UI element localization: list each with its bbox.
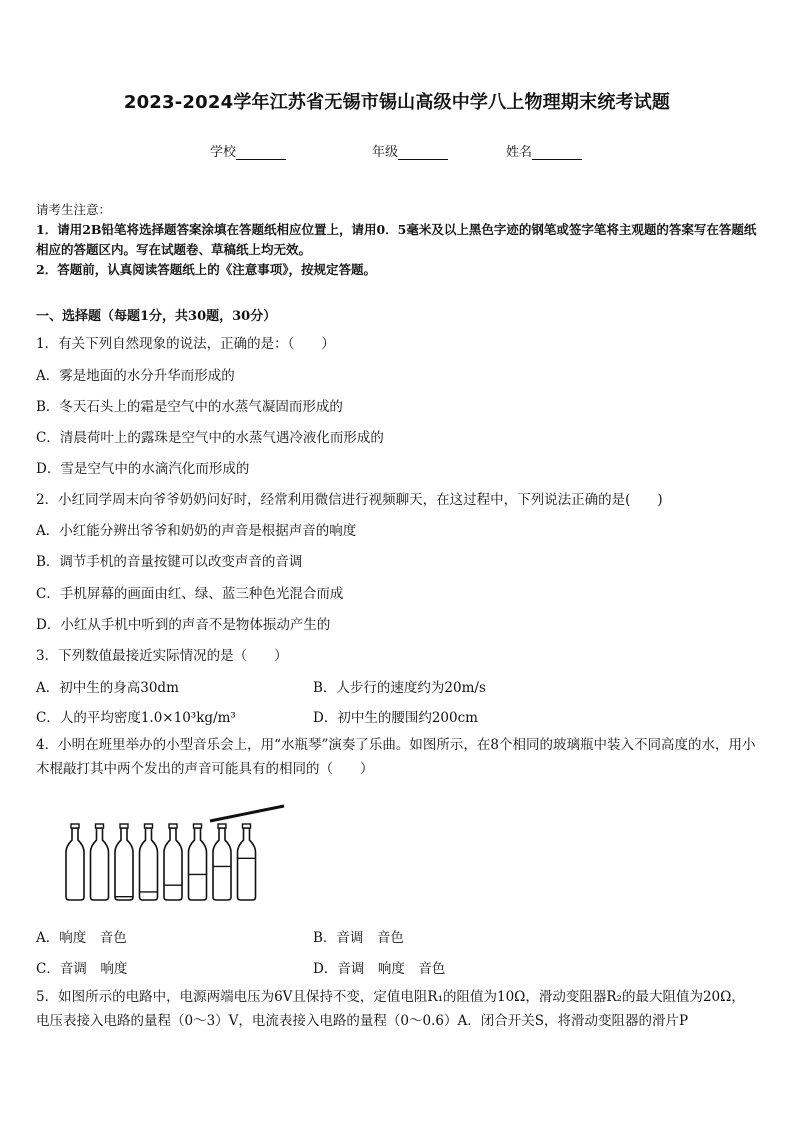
notice-block (36, 200, 760, 280)
q1-option-a: A．雾是地面的水分升华而形成的 (36, 368, 235, 384)
bottle-cap-6 (194, 824, 202, 828)
bottle-cap-4 (145, 824, 153, 828)
q2-option-b: B．调节手机的音量按键可以改变声音的音调 (36, 554, 303, 570)
bottle-7 (213, 828, 231, 900)
q4-option-c: C．音调 响度 (36, 961, 128, 977)
school-label: 学校 (210, 145, 237, 160)
water-bottles-figure (60, 800, 300, 910)
q4-option-b: B．音调 音色 (313, 930, 404, 946)
bottle-cap-7 (218, 824, 226, 828)
name-field (506, 141, 582, 160)
bottle-2 (91, 828, 109, 900)
grade-label: 年级 (372, 145, 399, 160)
grade-blank (398, 147, 448, 160)
q4-option-a: A．响度 音色 (36, 930, 127, 946)
bottle-6 (189, 828, 207, 900)
q4-option-d: D．音调 响度 音色 (313, 961, 446, 977)
bottle-5 (164, 828, 182, 900)
q2-option-d: D．小红从手机中听到的声音不是物体振动产生的 (36, 617, 331, 633)
notice-item-2: 2．答题前，认真阅读答题纸上的《注意事项》，按规定答题。 (36, 262, 376, 277)
bottle-cap-2 (96, 824, 104, 828)
q1-option-c: C．清晨荷叶上的露珠是空气中的水蒸气遇冷液化而形成的 (36, 430, 384, 446)
q2-option-a: A．小红能分辨出爷爷和奶奶的声音是根据声音的响度 (36, 523, 357, 539)
bottle-8 (238, 828, 256, 900)
bottle-cap-8 (243, 824, 251, 828)
notice-item-1: 1．请用2B铅笔将选择题答案涂填在答题纸相应位置上，请用0．5毫米及以上黑色字迹的钢笔或签字笔将主观题的答案写在答题纸相应的答题区内。写在试题卷、草稿纸上均无效。 (36, 222, 757, 257)
q4-stem: 4．小明在班里举办的小型音乐会上，用“水瓶琴”演奏了乐曲。如图所示，在8个相同的玻璃瓶中装入不同高度的水，用小木棍敲打其中两个发出的声音可能具有的相同的（ ） (36, 737, 756, 777)
q3-option-a: A．初中生的身高30dm (36, 680, 179, 696)
bottle-3 (115, 828, 133, 900)
bottle-group (66, 824, 256, 900)
bottle-cap-5 (169, 824, 177, 828)
bottle-cap-3 (120, 824, 128, 828)
grade-field (372, 141, 448, 160)
bottle-cap-1 (71, 824, 79, 828)
q3-option-c: C．人的平均密度1.0×10³kg/m³ (36, 710, 236, 726)
bottle-1 (66, 828, 84, 900)
notice-heading: 请考生注意： (36, 202, 112, 217)
q2-stem: 2．小红同学周末向爷爷奶奶问好时，经常利用微信进行视频聊天，在这过程中，下列说法正确的是( ) (36, 492, 663, 508)
q3-stem: 3．下列数值最接近实际情况的是（ ） (36, 648, 288, 664)
name-blank (532, 147, 582, 160)
q2-option-c: C．手机屏幕的画面由红、绿、蓝三种色光混合而成 (36, 586, 344, 602)
name-label: 姓名 (506, 145, 533, 160)
q1-option-d: D．雪是空气中的水滴汽化而形成的 (36, 461, 250, 477)
page-title: 2023-2024学年江苏省无锡市锡山高级中学八上物理期末统考试题 (123, 92, 671, 113)
q1-stem: 1．有关下列自然现象的说法，正确的是：（ ） (36, 336, 335, 352)
school-field (210, 141, 286, 160)
section-heading: 一、选择题（每题1分，共30题，30分） (36, 309, 277, 324)
school-blank (236, 147, 286, 160)
wooden-stick (210, 806, 284, 821)
q1-option-b: B．冬天石头上的霜是空气中的水蒸气凝固而形成的 (36, 399, 343, 415)
bottle-4 (140, 828, 158, 900)
q3-option-d: D．初中生的腰围约200cm (313, 710, 478, 726)
q3-option-b: B．人步行的速度约为20m/s (313, 680, 486, 696)
q5-stem: 5．如图所示的电路中，电源两端电压为6V且保持不变，定值电阻R₁的阻值为10Ω，滑动变阻器R₂的最大阻值为20Ω，电压表接入电路的量程（0～3）V，电流表接入电路的量程（0～0.6）A．闭合开关S，将滑动变阻器的滑片P (36, 989, 745, 1029)
